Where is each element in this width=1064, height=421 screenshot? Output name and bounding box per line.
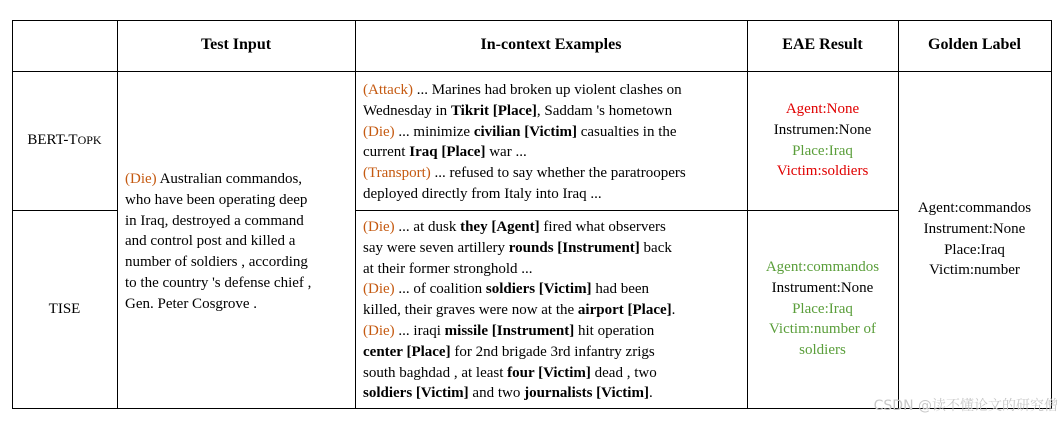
method-bert-prefix: BERT-T	[27, 132, 78, 149]
test-input-line: Australian commandos,	[156, 171, 303, 187]
table-right-rule	[1051, 20, 1052, 408]
test-input-line: who have been operating deep	[125, 191, 308, 208]
example-text: say were seven artillery	[363, 239, 509, 256]
example-text: ... of coalition	[394, 281, 486, 298]
argument-span: Iraq [Place]	[409, 144, 486, 161]
comparison-table	[12, 20, 1052, 408]
event-type-die: (Die)	[363, 219, 395, 235]
result-instrument: Instrumen:None	[773, 121, 872, 138]
argument-span: airport [Place]	[577, 302, 672, 319]
example-text: .	[648, 385, 653, 402]
result-place-correct: Place:Iraq	[792, 142, 853, 159]
event-type-die: (Die)	[363, 322, 395, 339]
header-test-input: Test Input	[200, 36, 272, 54]
tise-examples-cell	[363, 217, 747, 404]
example-text: back	[639, 239, 672, 256]
argument-span: civilian [Victim]	[473, 123, 577, 140]
argument-span: soldiers [Victim]	[485, 281, 592, 298]
example-text: ... minimize	[394, 123, 474, 140]
example-text: casualties in the	[576, 123, 677, 140]
golden-agent: Agent:commandos	[917, 199, 1032, 216]
example-text: .	[671, 302, 676, 319]
header-method	[12, 20, 117, 71]
test-input-line: Gen. Peter Cosgrove .	[125, 295, 258, 312]
argument-span: missile [Instrument]	[444, 322, 575, 339]
argument-span: journalists [Victim]	[524, 385, 649, 402]
test-input-line: in Iraq, destroyed a command	[125, 212, 304, 229]
method-bert-smallcaps: OPK	[77, 133, 102, 148]
argument-span: rounds [Instrument]	[508, 239, 640, 256]
csdn-watermark: CSDN @读不懂论文的研究僧	[873, 398, 1058, 414]
example-text: Wednesday in	[363, 102, 451, 119]
bert-examples-cell	[363, 80, 747, 205]
result-victim-wrong: Victim:soldiers	[776, 163, 869, 180]
header-golden-label: Golden Label	[928, 36, 1021, 54]
argument-span: Tikrit [Place]	[450, 102, 537, 119]
golden-label-cell	[898, 71, 1051, 408]
test-input-event-type: (Die)	[125, 171, 157, 187]
test-input-line: and control post and killed a	[125, 233, 296, 250]
test-input-line: number of soldiers , according	[125, 254, 308, 271]
argument-span: four [Victim]	[507, 364, 591, 381]
test-input-line: to the country 's defense chief ,	[125, 274, 312, 291]
event-type-die: (Die)	[363, 123, 395, 140]
example-text: current	[363, 144, 410, 161]
method-bert-topk	[12, 71, 117, 210]
example-text: fired what observers	[539, 219, 666, 235]
example-text: ... at dusk	[394, 219, 461, 235]
example-text: and two	[468, 385, 525, 402]
method-tise-label: TISE	[48, 300, 81, 317]
test-input-cell	[125, 169, 353, 315]
argument-span: they [Agent]	[460, 219, 540, 235]
event-type-attack: (Attack)	[363, 82, 413, 98]
example-text: ... Marines had broken up violent clashes on	[412, 82, 682, 98]
example-text: for 2nd brigade 3rd infantry zrigs	[450, 343, 655, 360]
col-divider-2	[355, 20, 356, 408]
example-text: killed, their graves were now at the	[363, 302, 578, 319]
argument-span: center [Place]	[363, 343, 451, 360]
event-type-die: (Die)	[363, 281, 395, 298]
example-text: war ...	[485, 144, 527, 161]
result-victim-correct: Victim:number of	[769, 321, 876, 338]
example-text: south baghdad , at least	[363, 364, 508, 381]
example-text: ... iraqi	[394, 322, 445, 339]
result-victim-correct-cont: soldiers	[799, 342, 846, 359]
result-place-correct: Place:Iraq	[792, 300, 853, 317]
example-text: dead , two	[590, 364, 657, 381]
event-type-transport: (Transport)	[363, 165, 431, 182]
header-in-context-examples: In-context Examples	[480, 36, 622, 54]
example-text: , Saddam 's hometown	[536, 102, 673, 119]
golden-victim: Victim:number	[929, 262, 1020, 279]
example-text: at their former stronghold ...	[363, 260, 533, 277]
method-tise	[12, 210, 117, 408]
tise-eae-result	[747, 210, 898, 408]
golden-place: Place:Iraq	[944, 241, 1005, 258]
result-instrument: Instrument:None	[771, 279, 874, 296]
example-text: had been	[591, 281, 650, 298]
col-divider-1	[117, 20, 118, 408]
golden-instrument: Instrument:None	[923, 220, 1026, 237]
header-eae-result: EAE Result	[782, 36, 863, 54]
example-text: hit operation	[574, 322, 655, 339]
result-agent-correct: Agent:commandos	[765, 259, 880, 275]
example-text: ... refused to say whether the paratroopers	[430, 165, 686, 182]
result-agent-wrong: Agent:None	[785, 100, 860, 117]
bert-eae-result	[747, 71, 898, 210]
example-text: deployed directly from Italy into Iraq ...	[363, 185, 602, 202]
argument-span: soldiers [Victim]	[363, 385, 469, 402]
